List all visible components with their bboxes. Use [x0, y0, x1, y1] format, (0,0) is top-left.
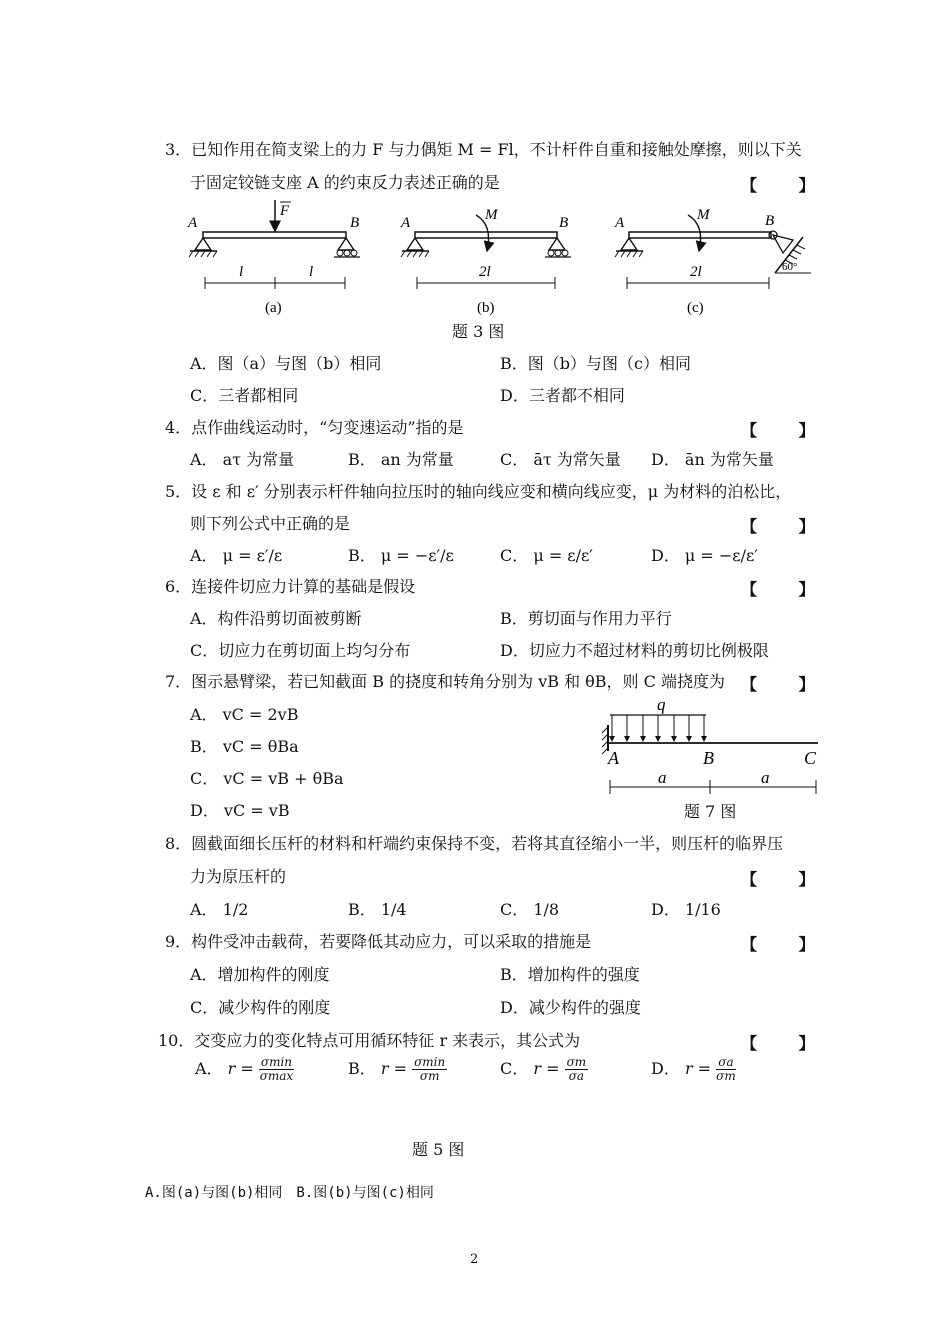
q3-answer-bracket[interactable]: 【 】 [741, 176, 833, 195]
q5-option-d[interactable]: D． μ = −ε/ε′ [651, 546, 758, 565]
q8-option-a[interactable]: A． 1/2 [190, 900, 249, 919]
q10-option-a-denominator: σmax [259, 1069, 294, 1083]
q3a-force-label: F [280, 203, 290, 219]
extra-text-line: A.图(a)与图(b)相同 B.图(b)与图(c)相同 [145, 1185, 434, 1201]
q10-option-d[interactable] [651, 1056, 736, 1083]
q3-option-c[interactable]: C．三者都相同 [190, 386, 299, 405]
q5-stem-line1: 5．设 ε 和 ε′ 分别表示杆件轴向拉压时的轴向线应变和横向线应变，μ 为材料的泊松比， [165, 482, 792, 501]
q10-option-c[interactable] [500, 1056, 588, 1083]
q7-answer-bracket[interactable]: 【 】 [741, 675, 833, 694]
q10-option-b-label: B． [348, 1059, 376, 1078]
q3c-dim: 2l [690, 264, 702, 280]
q3a-label-b: B [350, 215, 360, 231]
q7-option-b[interactable]: B． vC = θBa [190, 737, 299, 756]
q10-option-d-label: D． [651, 1059, 680, 1078]
q10-option-c-denominator: σa [568, 1069, 585, 1083]
q9-option-a[interactable]: A．增加构件的刚度 [190, 965, 330, 984]
q4-option-d[interactable]: D． ān 为常矢量 [651, 450, 774, 469]
q10-option-b-lhs: r = [380, 1059, 407, 1078]
q7-dim-1: a [658, 768, 667, 787]
q10-option-d-denominator: σm [716, 1069, 736, 1083]
q10-stem: 10．交变应力的变化特点可用循环特征 r 来表示，其公式为 [158, 1031, 581, 1050]
q7-label-b: B [703, 748, 714, 768]
q10-option-a-numerator: σmin [260, 1055, 293, 1069]
q3c-caption: (c) [687, 300, 704, 316]
q10-option-c-lhs: r = [533, 1059, 560, 1078]
q7-label-a: A [608, 748, 619, 768]
extra-figure-caption: 题 5 图 [412, 1140, 465, 1159]
q10-option-a-lhs: r = [227, 1059, 254, 1078]
q4-answer-bracket[interactable]: 【 】 [741, 421, 833, 440]
q3-figure-c [614, 207, 811, 316]
q10-option-c-fraction [565, 1056, 589, 1083]
q3-figure-b [400, 207, 571, 316]
q7-load-label: q [657, 695, 666, 714]
q4-option-c[interactable]: C． āτ 为常矢量 [500, 450, 621, 469]
q7-option-a[interactable]: A． vC = 2vB [190, 705, 299, 724]
q9-answer-bracket[interactable]: 【 】 [741, 935, 833, 954]
q3c-label-a: A [615, 215, 625, 231]
q10-option-b-fraction [412, 1056, 447, 1083]
q3-stem-line2: 于固定铰链支座 A 的约束反力表述正确的是 [190, 173, 500, 192]
q4-option-b[interactable]: B． an 为常量 [348, 450, 454, 469]
q5-stem-line2: 则下列公式中正确的是 [190, 514, 351, 533]
q10-answer-bracket[interactable]: 【 】 [741, 1034, 833, 1053]
q10-option-b-denominator: σm [419, 1069, 440, 1083]
q9-option-c[interactable]: C．减少构件的刚度 [190, 998, 331, 1017]
q10-option-b-numerator: σmin [414, 1055, 446, 1069]
q8-option-b[interactable]: B． 1/4 [348, 900, 407, 919]
q9-option-b[interactable]: B．增加构件的强度 [500, 965, 640, 984]
q10-option-d-numerator: σa [716, 1056, 736, 1070]
q8-option-c[interactable]: C． 1/8 [500, 900, 560, 919]
q7-option-d[interactable]: D． vC = vB [190, 801, 290, 820]
q3b-dim: 2l [479, 264, 491, 280]
q10-option-a[interactable] [195, 1056, 294, 1083]
q7-figure-caption: 题 7 图 [684, 802, 737, 821]
q6-option-c[interactable]: C．切应力在剪切面上均匀分布 [190, 641, 411, 660]
q5-answer-bracket[interactable]: 【 】 [741, 517, 833, 536]
q5-option-a[interactable]: A． μ = ε′/ε [190, 546, 283, 565]
q7-label-c: C [804, 748, 817, 768]
q3-stem-line1: 3．已知作用在简支梁上的力 F 与力偶矩 M = Fl，不计杆件自重和接触处摩擦，则以下关 [165, 140, 802, 159]
page-number: 2 [470, 1252, 479, 1267]
q8-stem-line2: 力为原压杆的 [190, 867, 287, 886]
q9-option-d[interactable]: D．减少构件的强度 [500, 998, 641, 1017]
q3-figure-a [187, 200, 360, 316]
q4-stem: 4．点作曲线运动时，“匀变速运动”指的是 [165, 418, 464, 437]
q6-option-d[interactable]: D．切应力不超过材料的剪切比例极限 [500, 641, 769, 660]
q7-option-c[interactable]: C． vC = vB + θBa [190, 769, 344, 788]
q5-option-b[interactable]: B． μ = −ε′/ε [348, 546, 454, 565]
q8-stem-line1: 8．圆截面细长压杆的材料和杆端约束保持不变，若将其直径缩小一半，则压杆的临界压 [165, 834, 784, 853]
q3c-moment-label: M [697, 207, 710, 223]
q3a-dim-2: l [309, 264, 314, 280]
q7-dim-2: a [761, 768, 770, 787]
q3-option-d[interactable]: D．三者都不相同 [500, 386, 625, 405]
q3c-label-b: B [765, 213, 775, 229]
q3a-caption: (a) [265, 300, 282, 316]
q5-option-c[interactable]: C． μ = ε/ε′ [500, 546, 593, 565]
q8-answer-bracket[interactable]: 【 】 [741, 870, 833, 889]
q7-stem: 7．图示悬臂梁，若已知截面 B 的挠度和转角分别为 vB 和 θB，则 C 端挠度为 [165, 672, 725, 691]
q6-answer-bracket[interactable]: 【 】 [741, 580, 833, 599]
q3b-label-b: B [559, 215, 569, 231]
q6-option-b[interactable]: B．剪切面与作用力平行 [500, 609, 672, 628]
q10-option-d-fraction [716, 1056, 736, 1083]
q10-option-c-numerator: σm [566, 1055, 587, 1069]
q8-option-d[interactable]: D． 1/16 [651, 900, 721, 919]
q9-stem: 9．构件受冲击载荷，若要降低其动应力，可以采取的措施是 [165, 932, 592, 951]
q3b-label-a: A [401, 215, 411, 231]
q6-stem: 6．连接件切应力计算的基础是假设 [165, 577, 416, 596]
q10-option-b[interactable] [348, 1056, 447, 1083]
q3b-caption: (b) [477, 300, 495, 316]
q3-option-a[interactable]: A．图（a）与图（b）相同 [190, 354, 382, 373]
q3b-moment-label: M [485, 207, 498, 223]
q3a-label-a: A [188, 215, 198, 231]
q10-option-a-fraction [259, 1056, 294, 1083]
q6-option-a[interactable]: A．构件沿剪切面被剪断 [190, 609, 362, 628]
q10-option-a-label: A． [195, 1059, 223, 1078]
q3-figure [185, 195, 825, 345]
q10-option-c-label: C． [500, 1059, 529, 1078]
q3-figure-caption: 题 3 图 [452, 322, 505, 341]
q3-option-b[interactable]: B．图（b）与图（c）相同 [500, 354, 691, 373]
q3c-angle-label: 60° [782, 261, 798, 273]
q10-option-d-lhs: r = [684, 1059, 712, 1078]
q4-option-a[interactable]: A． aτ 为常量 [190, 450, 295, 469]
q3a-dim-1: l [239, 264, 244, 280]
